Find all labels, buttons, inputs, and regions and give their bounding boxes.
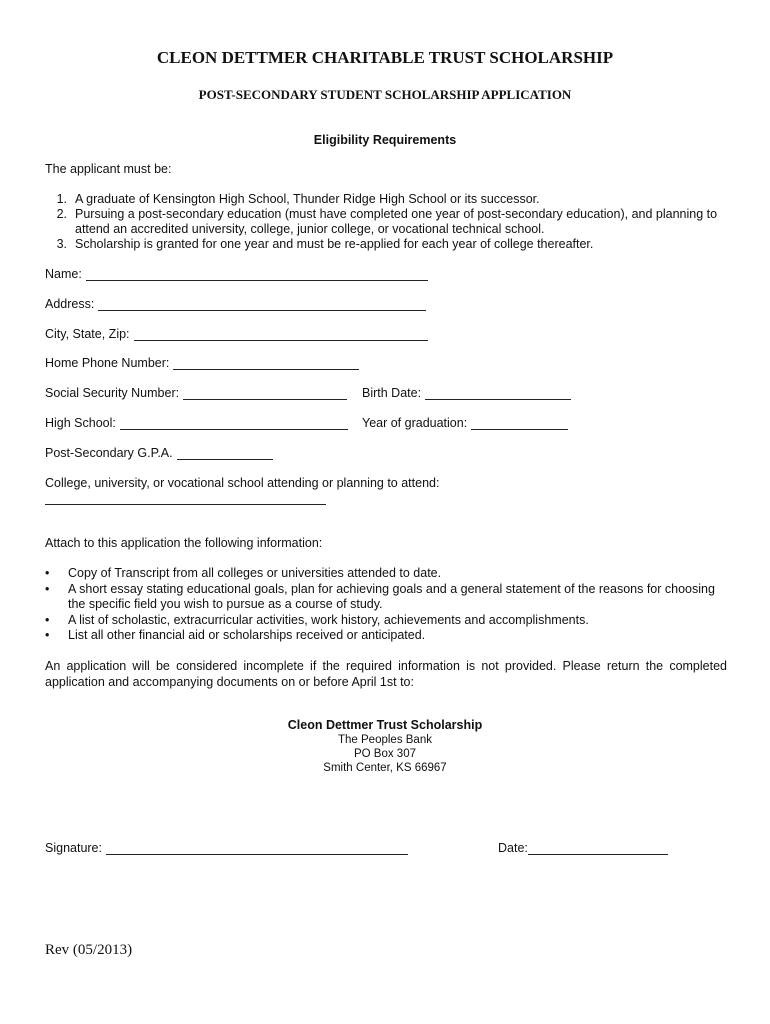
item-text: A graduate of Kensington High School, Thunder Ridge High School or its successor. [75, 192, 540, 206]
ssn-row [45, 386, 347, 400]
attach-item [45, 566, 735, 582]
eligibility-item [45, 192, 735, 207]
item-text: List all other financial aid or scholarships received or anticipated. [68, 628, 426, 642]
eligibility-list [45, 192, 735, 252]
attach-item [45, 582, 735, 613]
high-school-row [45, 416, 348, 430]
revision-label: Rev (05/2013) [45, 942, 133, 958]
mailing-address-line: PO Box 307 [353, 748, 416, 760]
item-text: Copy of Transcript from all colleges or universities attended to date. [68, 566, 442, 580]
eligibility-intro: The applicant must be: [45, 162, 172, 176]
city-state-zip-label: City, State, Zip: [45, 327, 130, 341]
signature-row [45, 841, 408, 855]
graduation-year-row [362, 416, 568, 430]
bullet: • [45, 628, 50, 642]
mailing-address-line: Smith Center, KS 66967 [323, 762, 447, 774]
item-text: A list of scholastic, extracurricular activities, work history, achievements and accomplishments. [68, 612, 589, 627]
mailing-address-line: The Peoples Bank [338, 734, 432, 746]
item-text: Scholarship is granted for one year and must be re-applied for each year of college thereafter. [75, 237, 594, 251]
graduation-year-label: Year of graduation: [362, 416, 468, 430]
gpa-label: Post-Secondary G.P.A. [45, 446, 173, 460]
address-field[interactable] [98, 298, 426, 311]
attach-item [45, 613, 735, 629]
home-phone-field[interactable] [173, 357, 359, 370]
birth-date-field[interactable] [425, 387, 571, 400]
signature-field[interactable] [106, 842, 408, 855]
attach-item [45, 628, 735, 644]
home-phone-row [45, 356, 359, 370]
item-number: 3. [56, 237, 67, 251]
name-field[interactable] [86, 268, 428, 281]
city-state-zip-row [45, 327, 428, 341]
bullet: • [45, 566, 50, 580]
high-school-label: High School: [45, 416, 116, 430]
date-label: Date: [498, 841, 528, 855]
address-label: Address: [45, 297, 95, 311]
city-state-zip-field[interactable] [134, 328, 428, 341]
gpa-row [45, 446, 273, 460]
college-field[interactable] [45, 492, 326, 505]
bullet: • [45, 612, 50, 627]
attach-intro: Attach to this application the following information: [45, 536, 323, 550]
name-row [45, 267, 428, 281]
date-row [498, 841, 668, 855]
birth-date-row [362, 386, 571, 400]
graduation-year-field[interactable] [471, 417, 568, 430]
eligibility-heading: Eligibility Requirements [313, 133, 457, 147]
form-subtitle: POST-SECONDARY STUDENT SCHOLARSHIP APPLICATION [198, 87, 572, 102]
item-number: 1. [56, 192, 67, 206]
item-text: A short essay stating educational goals, plan for achieving goals and a general statement of the reasons for choosing the specific field you wish to pursue as a course of study. [68, 581, 715, 611]
attach-list [45, 566, 735, 644]
home-phone-label: Home Phone Number: [45, 356, 170, 370]
name-label: Name: [45, 267, 82, 281]
item-text: Pursuing a post-secondary education (must have completed one year of post-secondary education), and planning to attend an accredited university, college, junior college, or vocational technical school. [75, 207, 718, 236]
submission-notice: An application will be considered incomplete if the required information is not provided. Please return the completed application and accompanying documents on or before April 1st to: [45, 659, 727, 689]
date-field[interactable] [528, 842, 668, 855]
ssn-label: Social Security Number: [45, 386, 180, 400]
birth-date-label: Birth Date: [362, 386, 422, 400]
gpa-field[interactable] [177, 447, 273, 460]
form-title: CLEON DETTMER CHARITABLE TRUST SCHOLARSHIP [156, 48, 614, 67]
signature-label: Signature: [45, 841, 102, 855]
address-row [45, 297, 426, 311]
mailing-address-name: Cleon Dettmer Trust Scholarship [287, 718, 483, 732]
high-school-field[interactable] [120, 417, 348, 430]
college-label: College, university, or vocational school attending or planning to attend: [45, 476, 440, 490]
eligibility-item [45, 237, 735, 252]
ssn-field[interactable] [183, 387, 347, 400]
item-number: 2. [56, 207, 67, 221]
eligibility-item [45, 207, 735, 237]
bullet: • [45, 581, 50, 596]
